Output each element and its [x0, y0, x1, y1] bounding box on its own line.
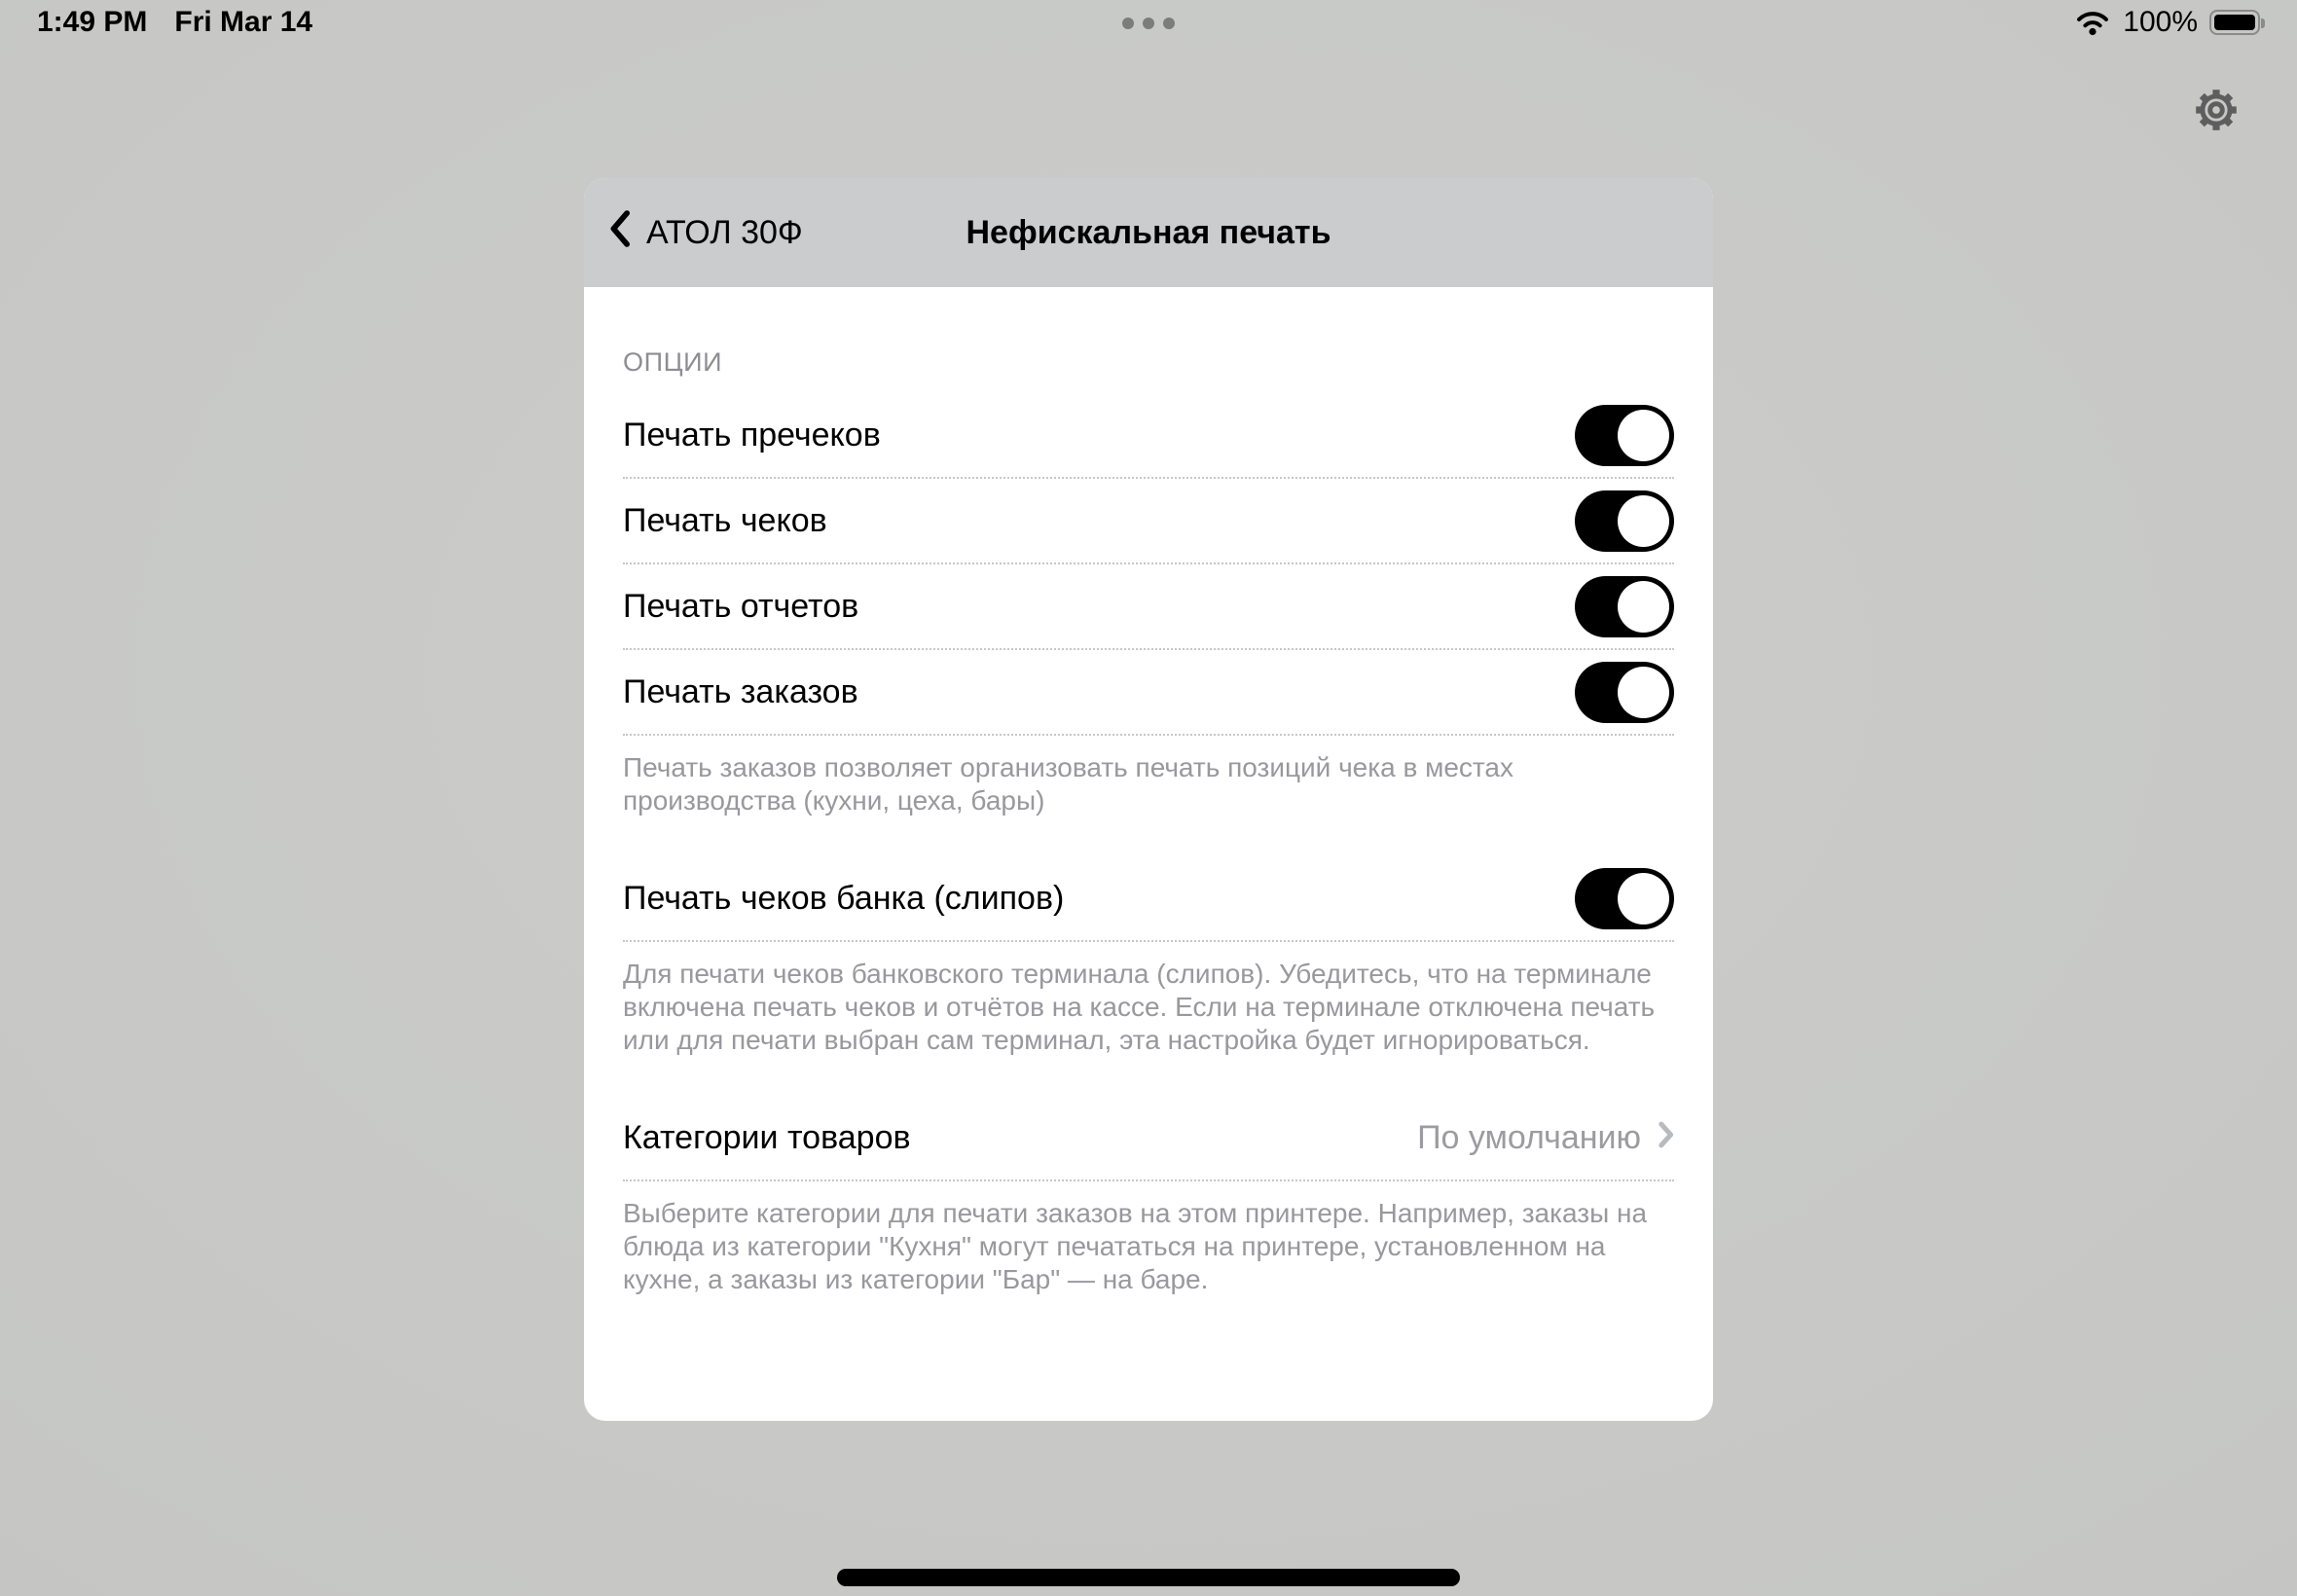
ellipsis-dot [1122, 18, 1134, 29]
modal-body [584, 347, 1713, 1296]
categories-helper-text: Выберите категории для печати заказов на этом принтере. Например, заказы на блюда из категории "Кухня" могут печататься на принтере, установленном на кухне, а заказы из категории "Бар" — на баре. [623, 1198, 1648, 1294]
status-time-date [37, 6, 312, 39]
categories-row[interactable] [623, 1096, 1674, 1181]
toggle-row-order-print [623, 650, 1674, 736]
home-indicator[interactable] [837, 1569, 1460, 1586]
chevron-left-icon [609, 209, 631, 257]
battery-fill [2214, 15, 2255, 30]
gear-icon [2190, 125, 2242, 139]
toggle-knob [1618, 410, 1669, 461]
status-bar [0, 0, 2297, 45]
settings-gear-button[interactable] [2190, 84, 2242, 136]
receipt-print-toggle[interactable] [1575, 490, 1674, 552]
order-print-helper-text: Печать заказов позволяет организовать печать позиций чека в местах производства (кухни, цеха, бары) [623, 752, 1514, 816]
wifi-icon [2074, 8, 2111, 37]
non-fiscal-print-settings-modal [584, 178, 1713, 1421]
back-button-label: АТОЛ 30Ф [646, 213, 803, 251]
order-print-toggle[interactable] [1575, 662, 1674, 723]
toggle-row-bank-slip-print [623, 856, 1674, 942]
toggle-knob [1618, 581, 1669, 633]
row-label: Печать чеков банка (слипов) [623, 879, 1065, 917]
page-title: Нефискальная печать [966, 213, 1331, 251]
toggle-knob [1618, 873, 1669, 925]
ellipsis-dot [1163, 18, 1175, 29]
row-label: Печать отчетов [623, 587, 859, 625]
status-time: 1:49 PM [37, 6, 148, 38]
ellipsis-dot [1143, 18, 1154, 29]
row-label: Печать пречеков [623, 416, 881, 453]
row-label: Категории товаров [623, 1118, 911, 1156]
battery-icon [2209, 10, 2260, 35]
battery-percent-label: 100% [2123, 6, 2198, 38]
modal-header [584, 178, 1713, 287]
toggle-knob [1618, 495, 1669, 547]
row-label: Печать чеков [623, 501, 827, 539]
report-print-toggle[interactable] [1575, 576, 1674, 637]
categories-value [1417, 1119, 1674, 1157]
row-label: Печать заказов [623, 672, 858, 710]
status-date: Fri Mar 14 [174, 6, 313, 38]
toggle-row-precheck-print [623, 393, 1674, 479]
bank-slip-helper-text: Для печати чеков банковского терминала (слипов). Убедитесь, что на терминале включена печать чеков и отчётов на кассе. Если на терминале отключена печать или для печати выбран сам терминал, эта настройка будет игнорироваться. [623, 959, 1656, 1055]
status-indicators [2074, 6, 2260, 39]
section-header-options: ОПЦИИ [623, 347, 723, 377]
categories-selected-value: По умолчанию [1417, 1118, 1641, 1156]
precheck-print-toggle[interactable] [1575, 405, 1674, 466]
toggle-row-report-print [623, 564, 1674, 650]
chevron-right-icon [1659, 1119, 1674, 1157]
bank-slip-print-toggle[interactable] [1575, 868, 1674, 929]
ellipsis-icon[interactable] [1122, 18, 1175, 29]
toggle-knob [1618, 667, 1669, 718]
toggle-row-receipt-print [623, 479, 1674, 564]
battery-tip [2261, 18, 2265, 28]
back-button[interactable] [609, 178, 803, 287]
